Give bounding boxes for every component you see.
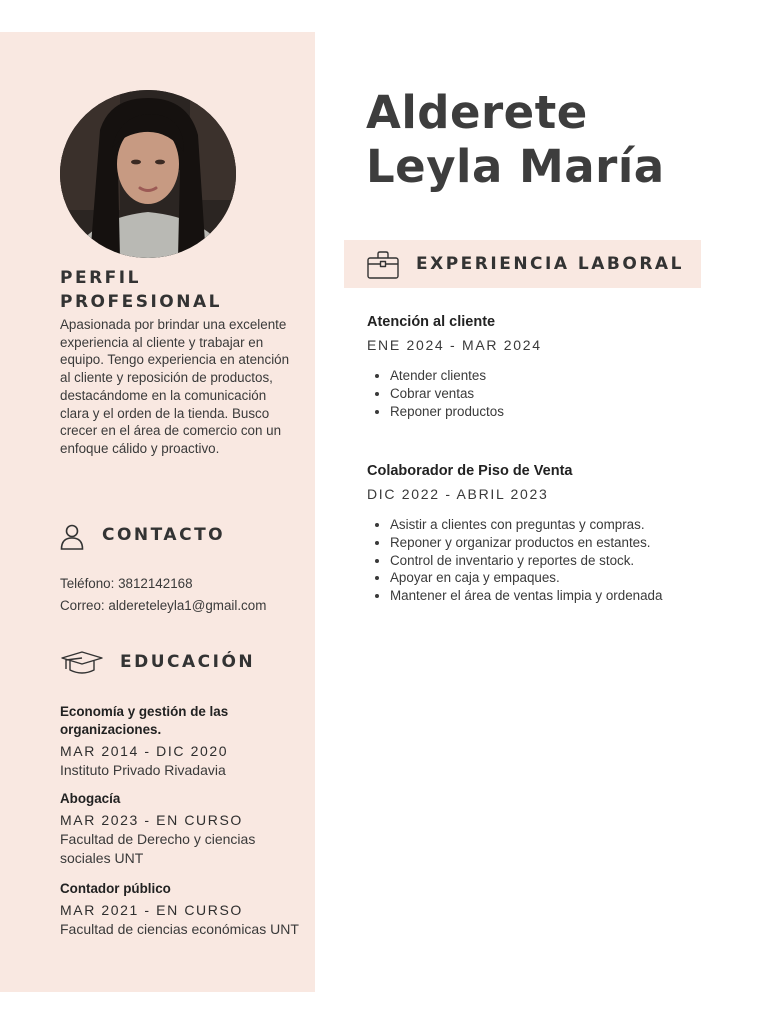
profile-summary: Apasionada por brindar una excelente experiencia al cliente y trabajar en equipo. Tengo experiencia en atención al cliente y reposición de productos, destacándome en la comunicación clara y el orden de la tienda. Busco crecer en el área de comercio con un enfoque cálido y proactivo. <box>60 317 290 456</box>
contact-heading: CONTACTO <box>102 525 226 545</box>
job-dates: ENE 2024 - MAR 2024 <box>367 337 542 353</box>
education-item <box>60 880 300 939</box>
education-degree: Contador público <box>60 881 171 896</box>
list-item: • Reponer y organizar productos en estantes. <box>390 534 727 552</box>
education-degree: Abogacía <box>60 791 121 806</box>
person-icon <box>60 524 84 550</box>
candidate-name <box>366 86 665 194</box>
name-line-given: Leyla María <box>366 140 665 193</box>
experience-heading: EXPERIENCIA LABORAL <box>416 254 684 274</box>
briefcase-icon <box>366 250 400 280</box>
list-item: • Apoyar en caja y empaques. <box>390 569 727 587</box>
list-item: • Mantener el área de ventas limpia y ordenada <box>390 587 727 605</box>
job-dates: DIC 2022 - ABRIL 2023 <box>367 486 549 502</box>
list-item: • Cobrar ventas <box>390 385 727 403</box>
education-dates: MAR 2014 - DIC 2020 <box>60 743 229 759</box>
education-item <box>60 790 300 868</box>
job-entry <box>367 461 727 605</box>
job-task-list <box>367 367 727 420</box>
list-item: • Asistir a clientes con preguntas y compras. <box>390 516 727 534</box>
experience-header <box>344 240 701 288</box>
job-entry <box>367 312 727 420</box>
education-heading: EDUCACIÓN <box>120 652 256 672</box>
job-title: Colaborador de Piso de Venta <box>367 463 573 479</box>
job-title: Atención al cliente <box>367 314 496 330</box>
list-item: • Reponer productos <box>390 403 727 421</box>
graduation-cap-icon <box>60 650 104 678</box>
name-line-surname: Alderete <box>366 86 588 139</box>
education-dates: MAR 2021 - EN CURSO <box>60 902 243 918</box>
education-school: Instituto Privado Rivadavia <box>60 762 226 778</box>
list-item: • Atender clientes <box>390 367 727 385</box>
contact-email[interactable]: Correo: aldereteleyla1@gmail.com <box>60 598 267 613</box>
profile-heading: PERFIL PROFESIONAL <box>60 268 222 312</box>
education-degree: Economía y gestión de las organizaciones. <box>60 704 229 737</box>
contact-phone: Teléfono: 3812142168 <box>60 576 193 591</box>
education-school: Facultad de ciencias económicas UNT <box>60 921 299 937</box>
job-task-list <box>367 516 727 605</box>
education-school: Facultad de Derecho y ciencias sociales UNT <box>60 831 256 866</box>
education-dates: MAR 2023 - EN CURSO <box>60 812 243 828</box>
list-item: • Control de inventario y reportes de stock. <box>390 552 727 570</box>
profile-photo <box>60 90 236 258</box>
education-item <box>60 703 300 780</box>
